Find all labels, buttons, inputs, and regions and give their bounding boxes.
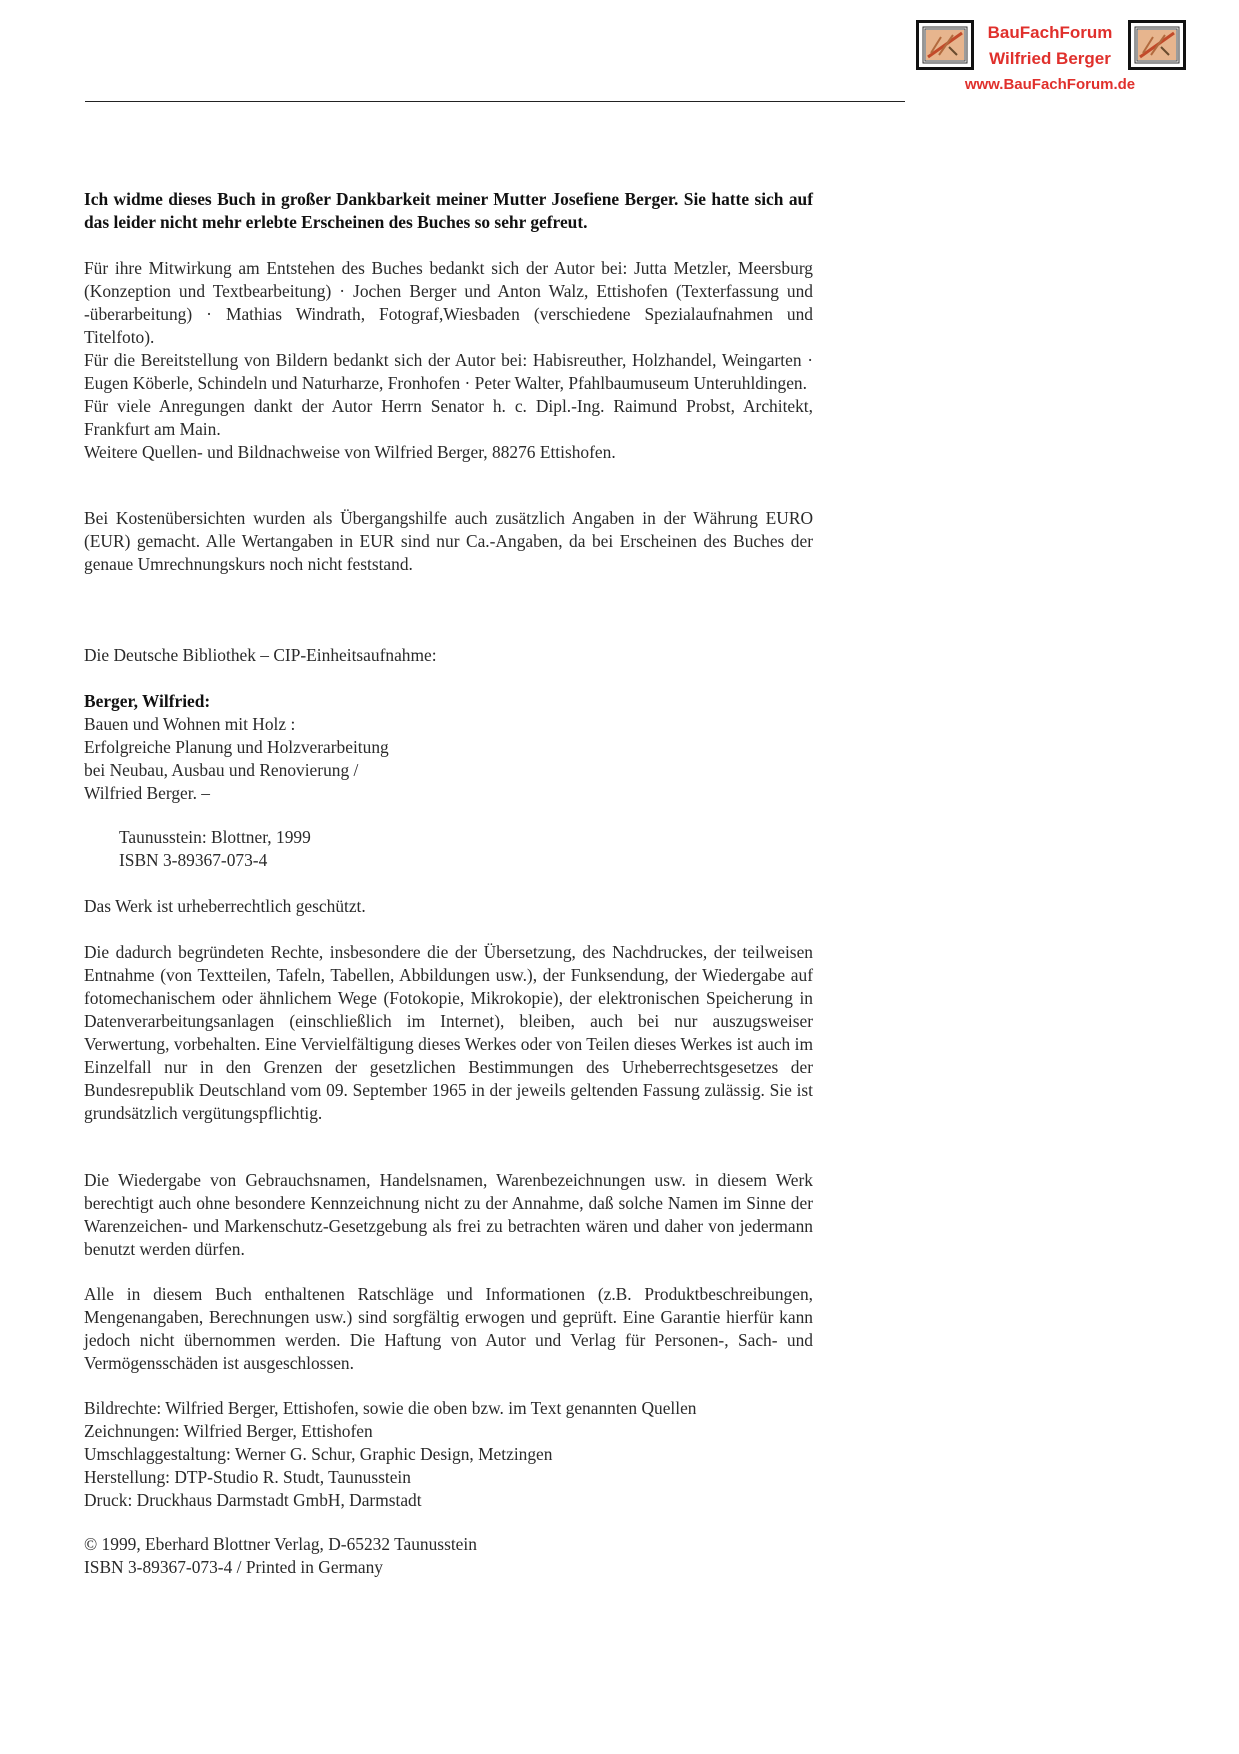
acknowledgement-paragraph: Für die Bereitstellung von Bildern bedankt sich der Autor bei: Habisreuther, Holzhandel, Weingarten · Eugen Köberle, Schindeln und Naturharze, Fronhofen · Peter Walter, Pfahlbaumuseum Unteruhldingen. [84, 350, 813, 393]
credit-line: Umschlaggestaltung: Werner G. Schur, Graphic Design, Metzingen [84, 1444, 553, 1464]
cip-publication [119, 826, 848, 872]
credit-line: Druck: Druckhaus Darmstadt GmbH, Darmstadt [84, 1490, 422, 1510]
brand-name: BauFachForum [987, 23, 1113, 42]
brand-url-link[interactable]: www.BauFachForum.de [964, 76, 1136, 93]
acknowledgements [84, 257, 813, 464]
cip-author: Berger, Wilfried: [84, 691, 211, 711]
trademark-paragraph: Die Wiedergabe von Gebrauchsnamen, Handelsnamen, Warenbezeichnungen usw. in diesem Werk berechtigt auch ohne besondere Kennzeichnung nicht zu der Annahme, daß solche Namen im Sinne der Warenzeichen- und Markenschutz-Gesetzgebung als frei zu betrachten wären und daher von jedermann benutzt werden dürfen. [84, 1170, 813, 1259]
cip-line: Erfolgreiche Planung und Holzverarbeitung [84, 737, 389, 757]
credit-line: Zeichnungen: Wilfried Berger, Ettishofen [84, 1421, 373, 1441]
disclaimer-paragraph: Alle in diesem Buch enthaltenen Ratschläge und Informationen (z.B. Produktbeschreibungen, Mengenangaben, Berechnungen usw.) sind sorgfältig erwogen und geprüft. Eine Garantie hierfür kann jedoch nicht übernommen werden. Die Haftung von Autor und Verlag für Personen-, Sach- und Vermögensschäden ist ausgeschlossen. [84, 1284, 813, 1373]
isbn-line: ISBN 3-89367-073-4 / Printed in Germany [84, 1557, 383, 1577]
cip-isbn: ISBN 3-89367-073-4 [119, 850, 268, 870]
cip-line: Bauen und Wohnen mit Holz : [84, 714, 296, 734]
header-rule [85, 101, 905, 102]
acknowledgement-paragraph: Für viele Anregungen dankt der Autor Herrn Senator h. c. Dipl.-Ing. Raimund Probst, Architekt, Frankfurt am Main. [84, 396, 813, 439]
cip-publisher: Taunusstein: Blottner, 1999 [119, 827, 311, 847]
imprint-footer [84, 1533, 813, 1579]
acknowledgement-paragraph: Weitere Quellen- und Bildnachweise von Wilfried Berger, 88276 Ettishofen. [84, 442, 616, 462]
brand-author: Wilfried Berger [989, 49, 1111, 68]
copyright-line: © 1999, Eberhard Blottner Verlag, D-65232 Taunusstein [84, 1534, 477, 1554]
credit-line: Herstellung: DTP-Studio R. Studt, Taunusstein [84, 1467, 411, 1487]
credit-line: Bildrechte: Wilfried Berger, Ettishofen, sowie die oben bzw. im Text genannten Quellen [84, 1398, 697, 1418]
acknowledgement-paragraph: Für ihre Mitwirkung am Entstehen des Buches bedankt sich der Autor bei: Jutta Metzler, Meersburg (Konzeption und Textbearbeitung) · Jochen Berger und Anton Walz, Ettishofen (Texterfassung und -überarbeitung) · Mathias Windrath, Fotograf,Wiesbaden (verschiedene Spezialaufnahmen und Titelfoto). [84, 258, 813, 347]
cip-title: Die Deutsche Bibliothek – CIP-Einheitsaufnahme: [84, 645, 437, 665]
rights-paragraph: Die dadurch begründeten Rechte, insbesondere die der Übersetzung, des Nachdruckes, der teilweisen Entnahme (von Textteilen, Tafeln, Tabellen, Abbildungen usw.), der Funksendung, der Wiedergabe auf fotomechanischem oder ähnlichem Wege (Fotokopie, Mikrokopie), der elektronischen Speicherung in Datenverarbeitungsanlagen (einschließlich im Internet), bleiben, auch bei nur auszugsweiser Verwertung, vorbehalten. Eine Vervielfältigung dieses Werkes oder von Teilen dieses Werkes ist auch im Einzelfall nur in den Grenzen der gesetzlichen Bestimmungen des Urheberrechtsgesetzes der Bundesrepublik Deutschland vom 09. September 1965 in der jeweils geltenden Fassung zulässig. Sie ist grundsätzlich vergütungspflichtig. [84, 942, 813, 1123]
wood-logo-icon [916, 20, 974, 70]
copyright-note: Das Werk ist urheberrechtlich geschützt. [84, 896, 366, 916]
euro-note: Bei Kostenübersichten wurden als Übergangshilfe auch zusätzlich Angaben in der Währung EURO (EUR) gemacht. Alle Wertangaben in EUR sind nur Ca.-Angaben, da bei Erscheinen des Buches der genaue Umrechnungskurs noch nicht feststand. [84, 508, 813, 574]
wood-logo-icon [1128, 20, 1186, 70]
cip-line: bei Neubau, Ausbau und Renovierung / [84, 760, 359, 780]
credits-list [84, 1397, 813, 1512]
dedication: Ich widme dieses Buch in großer Dankbarkeit meiner Mutter Josefiene Berger. Sie hatte sich auf das leider nicht mehr erlebte Erscheinen des Buches so sehr gefreut. [84, 189, 813, 232]
cip-line: Wilfried Berger. – [84, 783, 210, 803]
cip-record [84, 690, 813, 805]
